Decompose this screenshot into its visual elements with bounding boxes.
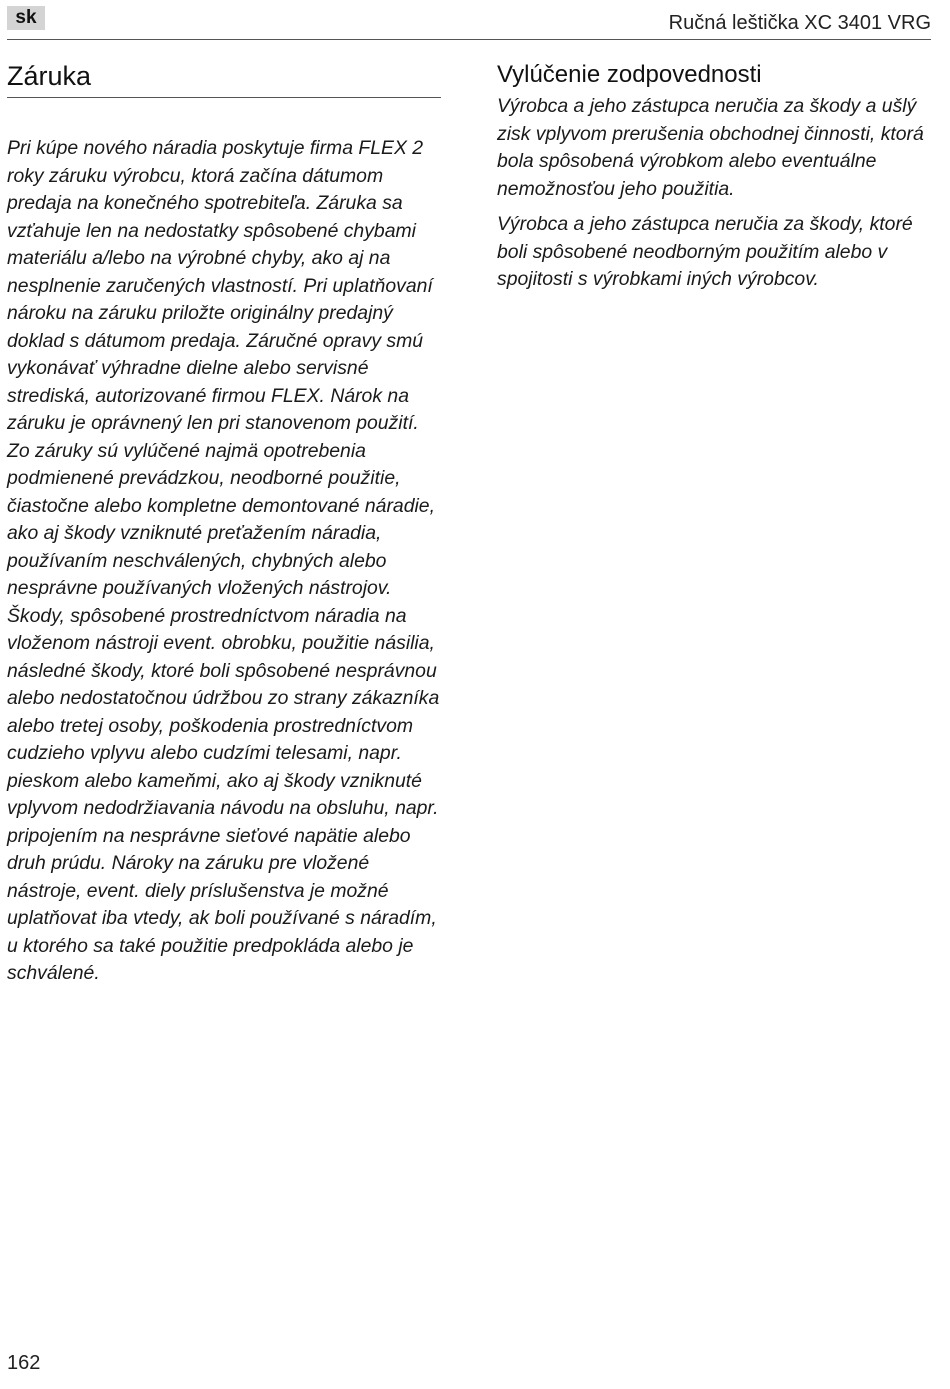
document-title: Ručná leštička XC 3401 VRG: [668, 12, 931, 34]
liability-heading: Vylúčenie zodpovednosti: [497, 61, 762, 88]
liability-paragraph: Výrobca a jeho zástupca neručia za škody, ktoré boli spôsobené neodborným použitím alebo v spojitosti s výrobkami iných výrobcov.: [497, 213, 913, 290]
language-badge: sk: [7, 6, 45, 30]
header-divider: [7, 39, 931, 40]
warranty-body: Pri kúpe nového náradia poskytuje firma FLEX 2 roky záruku výrobcu, ktorá začína dátumom predaja na konečného spotrebiteľa. Záruka sa vzťahuje len na nedostatky spôsobené chybami materiálu a/lebo na výrobné chyby, ako aj na nesplnenie zaručených vlastností. Pri uplatňovaní nároku na záruku priložte originálny predajný doklad s dátumom predaja. Záručné opravy smú vykonávať výhradne dielne alebo servisné strediská, autorizované firmou FLEX. Nárok na záruku je oprávnený len pri stanovenom použití. Zo záruky sú vylúčené najmä opotrebenia podmienené prevádzkou, neodborné použitie, čiastočne alebo kompletne demontované náradie, ako aj škody vzniknuté preťažením náradia, používaním neschválených, chybných alebo nesprávne používaných vložených nástrojov. Škody, spôsobené prostredníctvom náradia na vloženom nástroji event. obrobku, použitie násilia, následné škody, ktoré boli spôsobené nesprávnou alebo nedostatočnou údržbou zo strany zákazníka alebo tretej osoby, poškodenia prostredníctvom cudzieho vplyvu alebo cudzími telesami, napr. pieskom alebo kameňmi, ako aj škody vzniknuté vplyvom nedodržiavania návodu na obsluhu, napr. pripojením na nesprávne sieťové napätie alebo druh prúdu. Nároky na záruku pre vložené nástroje, event. diely príslušenstva je možné uplatňovat iba vtedy, ak boli používané s náradím, u ktorého sa také použitie predpokláda alebo je schválené.: [7, 137, 440, 984]
liability-section: [497, 58, 937, 294]
warranty-section: [7, 58, 441, 988]
warranty-heading: Záruka: [7, 58, 441, 98]
liability-paragraph: Výrobca a jeho zástupca neručia za škody a ušlý zisk vplyvom prerušenia obchodnej činnosti, ktorá bola spôsobená výrobkom alebo eventuálne nemožnosťou jeho použitia.: [497, 95, 924, 200]
page-number: 162: [7, 1352, 41, 1374]
